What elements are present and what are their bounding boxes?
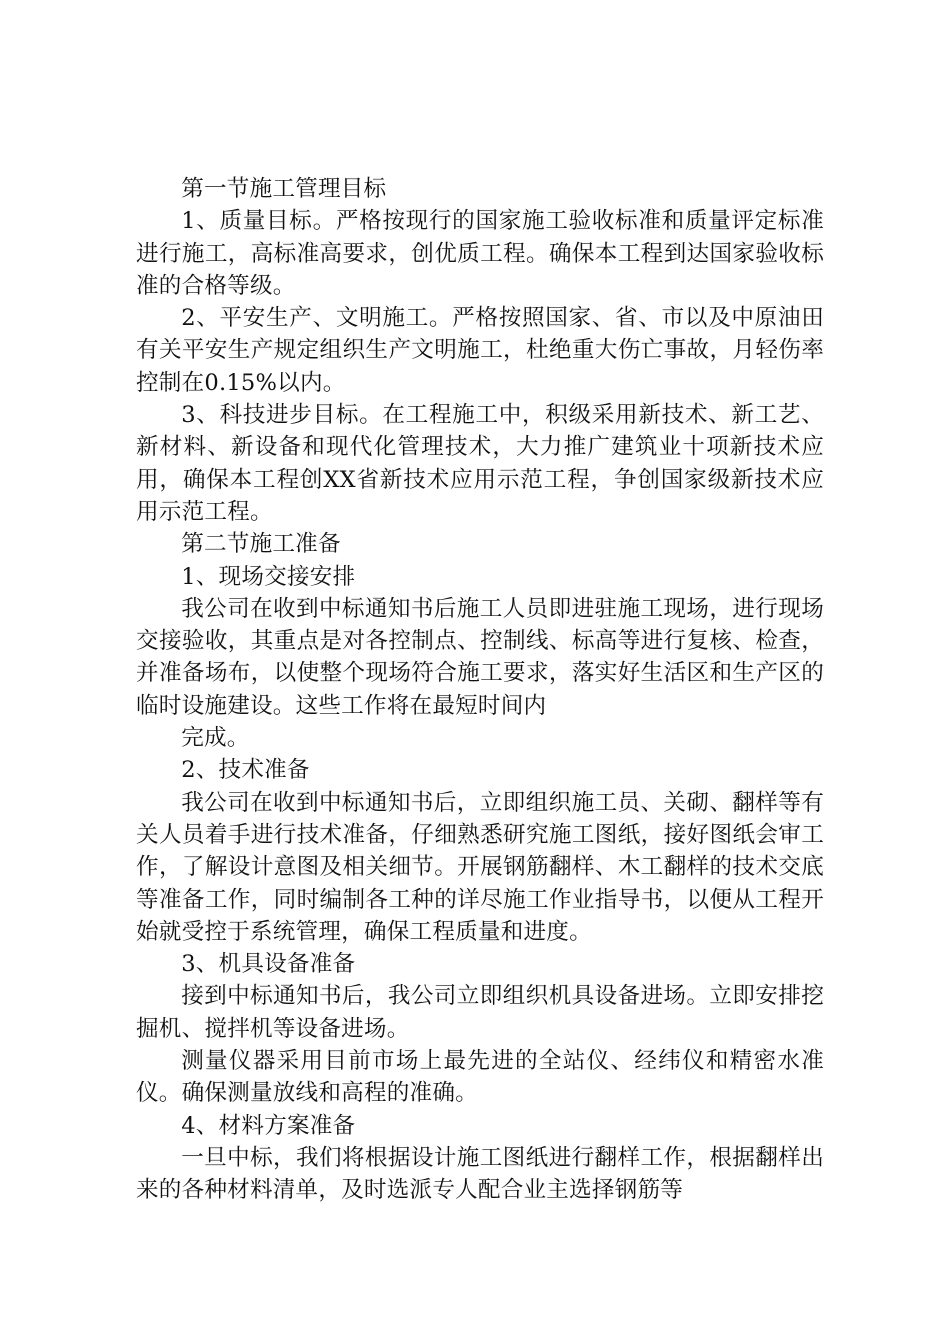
paragraph-quality-goal: 1、质量目标。严格按现行的国家施工验收标准和质量评定标准进行施工，高标准高要求，创优质工程。确保本工程到达国家验收标准的合格等级。: [136, 208, 824, 299]
subheading-equipment-preparation: 3、机具设备准备: [181, 951, 356, 978]
paragraph-material-plan: 一旦中标，我们将根据设计施工图纸进行翻样工作，根据翻样出来的各种材料清单，及时选派专人配合业主选择钢筋等: [136, 1144, 824, 1204]
paragraph-equipment-preparation: 接到中标通知书后，我公司立即组织机具设备进场。立即安排挖掘机、搅拌机等设备进场。: [136, 983, 824, 1042]
subheading-site-handover: 1、现场交接安排: [181, 563, 356, 590]
section-heading-management-goals: 第一节施工管理目标: [181, 176, 387, 202]
paragraph-technical-preparation: 我公司在收到中标通知书后，立即组织施工员、关砌、翻样等有关人员着手进行技术准备，仔细熟悉研究施工图纸，接好图纸会审工作，了解设计意图及相关细节。开展钢筋翻样、木工翻样的技术交底等准备工作，同时编制各工种的详尽施工作业指导书，以便从工程开始就受控于系统管理，确保工程质量和进度。: [136, 789, 824, 945]
paragraph-site-handover-end: 完成。: [181, 725, 250, 752]
subheading-technical-preparation: 2、技术准备: [181, 757, 310, 784]
paragraph-safety-goal: 2、平安生产、文明施工。严格按照国家、省、市以及中原油田有关平安生产规定组织生产文明施工，杜绝重大伤亡事故，月轻伤率控制在0.15%以内。: [136, 305, 824, 396]
subheading-material-plan: 4、材料方案准备: [181, 1112, 356, 1139]
paragraph-site-handover: 我公司在收到中标通知书后施工人员即进驻施工现场，进行现场交接验收，其重点是对各控制点、控制线、标高等进行复核、检查，并准备场布，以使整个现场符合施工要求，落实好生活区和生产区的临时设施建设。这些工作将在最短时间内: [136, 595, 824, 719]
paragraph-technology-goal: 3、科技进步目标。在工程施工中，积级采用新技术、新工艺、新材料、新设备和现代化管理技术，大力推广建筑业十项新技术应用，确保本工程创XX省新技术应用示范工程，争创国家级新技术应用示范工程。: [136, 402, 824, 525]
paragraph-survey-instruments: 测量仪器采用目前市场上最先进的全站仪、经纬仪和精密水准仪。确保测量放线和高程的准确。: [136, 1048, 824, 1107]
section-heading-preparation: 第二节施工准备: [181, 531, 341, 558]
document-body: [136, 173, 824, 1207]
